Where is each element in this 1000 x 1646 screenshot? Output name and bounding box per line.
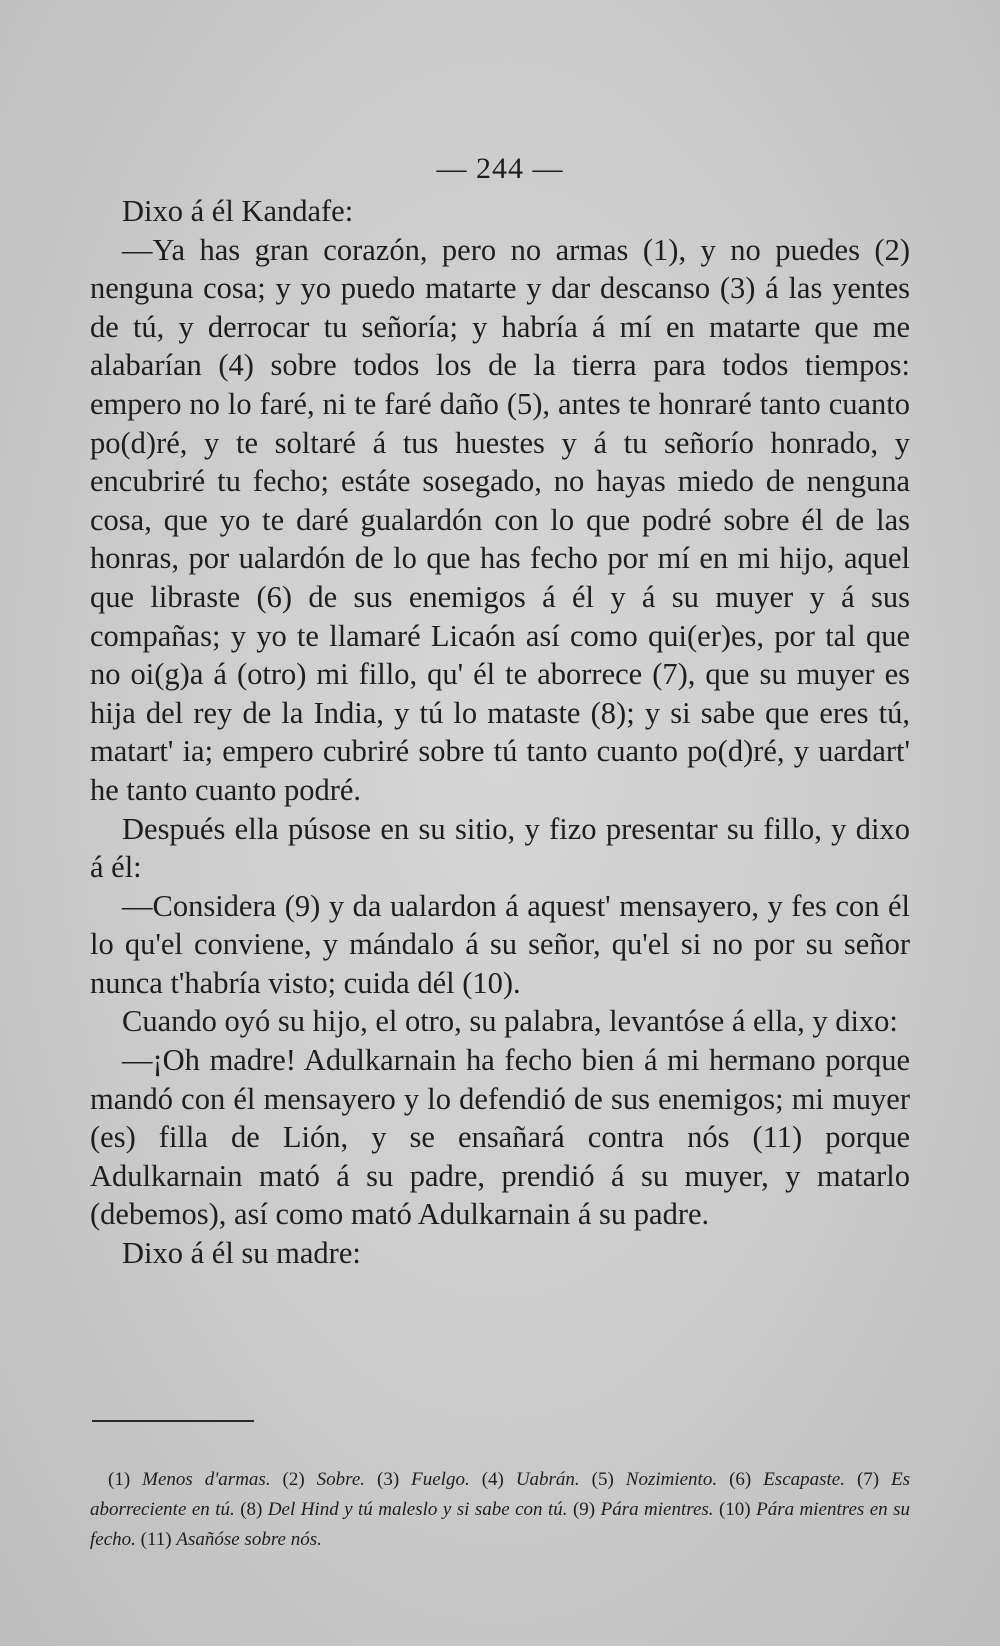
footnote-number: (5) [591, 1469, 614, 1490]
footnote-divider [92, 1420, 254, 1422]
footnote-number: (2) [282, 1469, 305, 1490]
footnote-number: (10) [718, 1499, 751, 1520]
footnote-text: Es aborreciente en tú. [90, 1469, 911, 1520]
paragraph: Después ella púsose en su sitio, y fizo presentar su fillo, y dixo á él: [90, 811, 910, 885]
paragraph: Dixo á él su madre: [122, 1236, 361, 1271]
paragraph: —Ya has gran corazón, pero no armas (1), y no puedes (2) nenguna cosa; y yo puedo matarte y dar descanso (3) á las yentes de tú, y derrocar tu señoría; y habría á mí en matarte que me alabarían (4) sobre todos los de la tierra para todos tiempos: empero no lo faré, ni te faré daño (5), antes te honraré tanto cuanto po(d)ré, y te soltaré á tus huestes y á tu señorío honrado, y encubriré tu fecho; estáte sosegado, no hayas miedo de nenguna cosa, que yo te daré gualardón con lo que podré sobre él de las honras, por ualardón de lo que has fecho por mí en mi hijo, aquel que libraste (6) de sus enemigos á él y á su muyer y á sus compañas; y yo te llamaré Licaón así como qui(er)es, por tal que no oi(g)a á (otro) mi fillo, qu' él te aborrece (7), que su muyer es hija del rey de la India, y tú lo mataste (8); y si sabe que eres tú, matart' ia; empero cubriré sobre tú tanto cuanto po(d)ré, y uardart' he tanto cuanto podré. [90, 232, 910, 807]
footnote-text: Uabrán. [515, 1469, 580, 1490]
footnote-number: (4) [481, 1469, 504, 1490]
footnote-text: Del Hind y tú maleslo y si sabe con tú. [267, 1499, 568, 1520]
page-number: — 244 — [436, 152, 564, 185]
footnote-text: Escapaste. [763, 1469, 845, 1490]
footnote-number: (9) [572, 1499, 596, 1520]
footnote-text: Sobre. [316, 1469, 366, 1490]
paragraph: Dixo á él Kandafe: [122, 194, 354, 228]
footnote-text: Pára mientres. [600, 1499, 714, 1520]
footnote-paragraph [90, 1465, 910, 1555]
paragraph: Cuando oyó su hijo, el otro, su palabra, levantóse á ella, y dixo: [122, 1004, 898, 1039]
main-text [90, 192, 910, 1273]
footnote-text: Fuelgo. [411, 1469, 470, 1490]
footnotes [90, 1465, 910, 1555]
footnote-number: (7) [856, 1469, 880, 1490]
paragraph: —¡Oh madre! Adulkarnain ha fecho bien á mi hermano porque mandó con él mensayero y lo defendió de sus enemigos; mi muyer (es) filla de Lión, y se ensañará contra nós (11) porque Adulkarnain mató á su padre, prendió á su muyer, y matarlo (debemos), así como mató Adulkarnain á su padre. [90, 1043, 910, 1232]
paragraph: —Considera (9) y da ualardon á aquest' mensayero, y fes con él lo qu'el conviene, y mándalo á su señor, qu'el si no por su señor nunca t'habría visto; cuida dél (10). [90, 888, 910, 1000]
footnote-number: (8) [240, 1499, 263, 1520]
footnote-number: (11) [140, 1529, 172, 1550]
footnote-number: (3) [377, 1469, 400, 1490]
footnote-number: (6) [729, 1469, 752, 1490]
footnote-number: (1) [108, 1469, 131, 1490]
footnote-text: Menos d'armas. [142, 1469, 271, 1490]
footnote-text: Asañóse sobre nós. [176, 1529, 322, 1550]
footnote-text: Pára mientres en su fecho. [90, 1499, 911, 1550]
footnote-text: Nozimiento. [625, 1469, 718, 1490]
